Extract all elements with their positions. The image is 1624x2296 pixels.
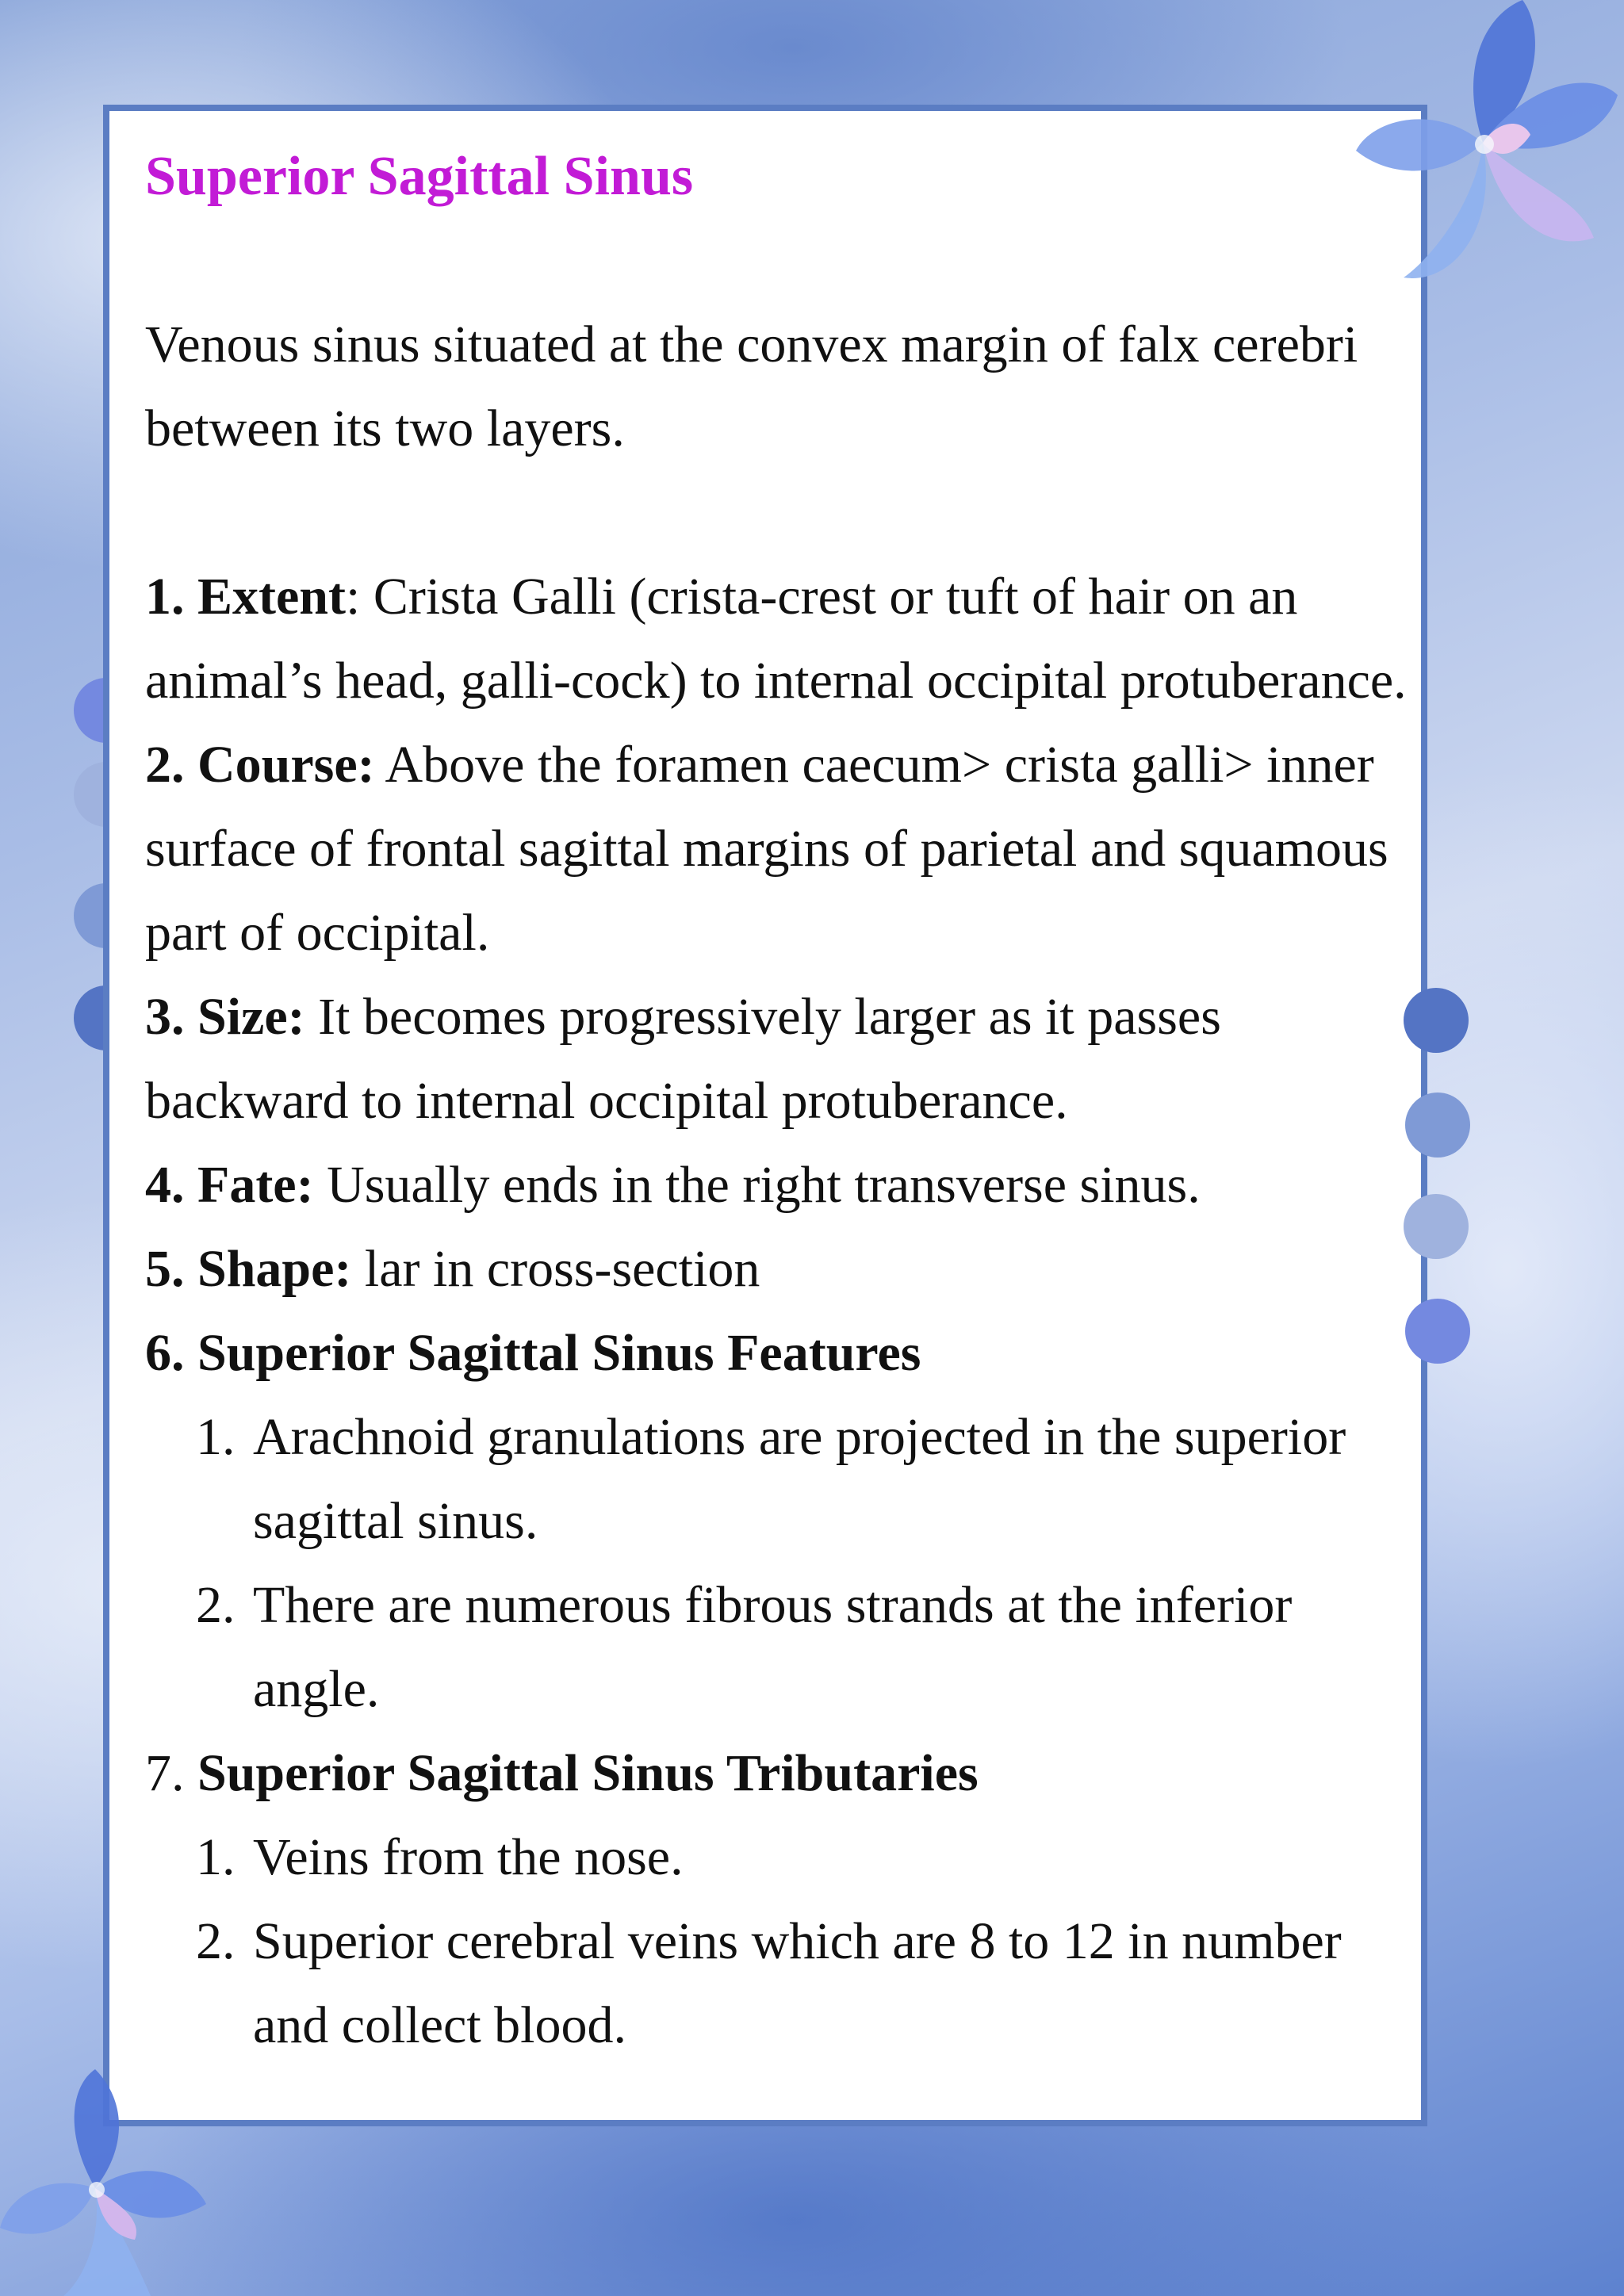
features-list bbox=[145, 1395, 1430, 1732]
flower-icon bbox=[0, 2069, 214, 2296]
decorative-dot-right-2 bbox=[1405, 1093, 1470, 1158]
list-item: 1. Veins from the nose. bbox=[248, 1816, 1430, 1900]
tributaries-heading: 7. Superior Sagittal Sinus Tributaries bbox=[145, 1744, 979, 1802]
item-extent: 1. Extent: Crista Galli (crista-crest or tuft of hair on an animal’s head, galli-cock) to internal occipital protuberance. bbox=[145, 568, 1407, 710]
content-card bbox=[103, 105, 1427, 2126]
document-body bbox=[145, 127, 1430, 2068]
list-item: 2. There are numerous fibrous strands at the inferior angle. bbox=[248, 1563, 1430, 1732]
list-item: 1. Arachnoid granulations are projected in the superior sagittal sinus. bbox=[248, 1395, 1430, 1563]
item-fate: 4. Fate: Usually ends in the right transverse sinus. bbox=[145, 1156, 1201, 1214]
decorative-dot-right-4 bbox=[1405, 1299, 1470, 1364]
decorative-dot-right-1 bbox=[1404, 988, 1469, 1053]
item-size: 3. Size: It becomes progressively larger as it passes backward to internal occipital protuberance. bbox=[145, 988, 1221, 1130]
item-course: 2. Course: Above the foramen caecum> crista galli> inner surface of frontal sagittal margins of parietal and squamous part of occipital. bbox=[145, 736, 1388, 962]
tributaries-list bbox=[145, 1816, 1430, 2068]
item-shape: 5. Shape: lar in cross-section bbox=[145, 1240, 760, 1298]
list-item: 2. Superior cerebral veins which are 8 to 12 in number and collect blood. bbox=[248, 1900, 1430, 2068]
spacer bbox=[145, 471, 1430, 555]
page-title: Superior Sagittal Sinus bbox=[145, 146, 694, 207]
flower-icon bbox=[1340, 0, 1624, 293]
features-heading: 6. Superior Sagittal Sinus Features bbox=[145, 1324, 921, 1382]
decorative-dot-right-3 bbox=[1404, 1194, 1469, 1259]
intro-text: Venous sinus situated at the convex margin of falx cerebri between its two layers. bbox=[145, 316, 1358, 457]
